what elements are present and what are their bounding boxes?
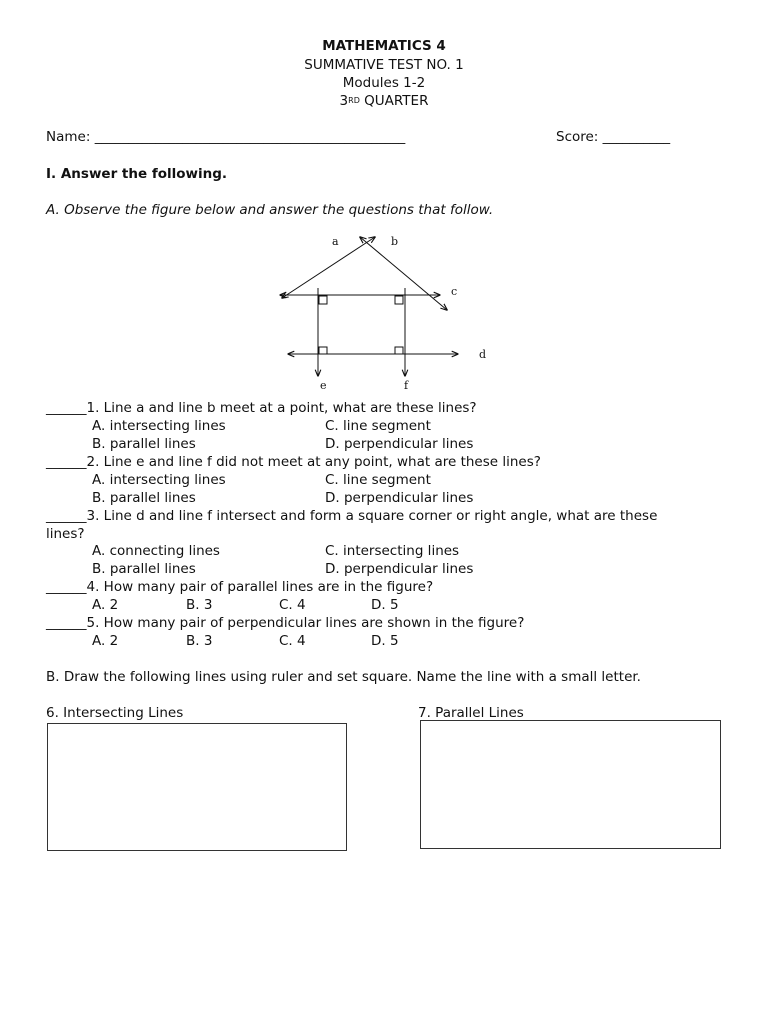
label-a: a	[332, 235, 339, 248]
item7-label: 7. Parallel Lines	[418, 705, 524, 721]
answer-blank[interactable]: ______	[46, 454, 87, 470]
score-field[interactable]	[556, 129, 670, 146]
name-field[interactable]	[46, 129, 405, 146]
parallel-lines-drawing-box[interactable]	[420, 720, 721, 849]
modules-line: Modules 1-2	[342, 75, 426, 91]
label-d: d	[479, 348, 487, 361]
question-stem: 2. Line e and line f did not meet at any point, what are these lines?	[86, 454, 541, 470]
test-title: SUMMATIVE TEST NO. 1	[304, 57, 464, 73]
question-stem: 5. How many pair of perpendicular lines are shown in the figure?	[86, 615, 525, 631]
item6-label: 6. Intersecting Lines	[46, 705, 184, 721]
choice: D. perpendicular lines	[325, 490, 474, 506]
choice: C. line segment	[325, 472, 431, 488]
choice: C. 4	[279, 633, 306, 649]
choice: D. perpendicular lines	[325, 561, 474, 577]
choice: C. intersecting lines	[325, 543, 460, 559]
right-angle-marker	[319, 296, 327, 304]
question-stem: 1. Line a and line b meet at a point, what are these lines?	[86, 400, 477, 416]
quarter-word: QUARTER	[364, 93, 429, 109]
choice: B. parallel lines	[92, 436, 196, 452]
label-c: c	[451, 285, 458, 298]
choice: C. 4	[279, 597, 306, 613]
choice: D. perpendicular lines	[325, 436, 474, 452]
question-2	[46, 454, 541, 471]
question-3	[46, 508, 657, 525]
choice: B. 3	[186, 597, 213, 613]
sectionA-instruction: A. Observe the figure below and answer the questions that follow.	[46, 202, 494, 218]
choice: A. 2	[92, 597, 119, 613]
choice: D. 5	[371, 633, 399, 649]
sectionB-instruction: B. Draw the following lines using ruler and set square. Name the line with a small letter.	[46, 669, 641, 685]
choice: B. 3	[186, 633, 213, 649]
score-label: Score:	[556, 129, 599, 145]
answer-blank[interactable]: ______	[46, 508, 87, 524]
right-angle-marker	[395, 296, 403, 304]
answer-blank[interactable]: ______	[46, 615, 87, 631]
quarter-number: 3	[339, 93, 349, 109]
part1-heading: I. Answer the following.	[46, 166, 228, 182]
question-4	[46, 579, 433, 596]
label-b: b	[391, 235, 399, 248]
choice: D. 5	[371, 597, 399, 613]
right-angle-marker	[319, 347, 327, 354]
intersecting-lines-drawing-box[interactable]	[47, 723, 347, 851]
name-label: Name:	[46, 129, 91, 145]
choice: A. 2	[92, 633, 119, 649]
choice: A. intersecting lines	[92, 418, 226, 434]
choice: B. parallel lines	[92, 561, 196, 577]
line-a	[282, 237, 375, 298]
question-stem: 3. Line d and line f intersect and form a square corner or right angle, what are these	[86, 508, 658, 524]
choice: A. connecting lines	[92, 543, 220, 559]
question-5	[46, 615, 524, 632]
right-angle-marker	[395, 347, 403, 354]
label-e: e	[320, 379, 327, 392]
name-blank[interactable]: ______________________________________________	[94, 129, 406, 145]
question-stem-continued: lines?	[46, 526, 85, 542]
lines-figure	[270, 228, 500, 400]
answer-blank[interactable]: ______	[46, 579, 87, 595]
score-blank[interactable]: __________	[602, 129, 671, 145]
quarter-suffix: RD	[348, 96, 360, 105]
choice: B. parallel lines	[92, 490, 196, 506]
answer-blank[interactable]: ______	[46, 400, 87, 416]
quarter-line	[0, 93, 768, 110]
question-stem: 4. How many pair of parallel lines are in the figure?	[86, 579, 434, 595]
choice: A. intersecting lines	[92, 472, 226, 488]
subject-title: MATHEMATICS 4	[322, 38, 446, 54]
label-f: f	[404, 379, 409, 392]
question-1	[46, 400, 477, 417]
choice: C. line segment	[325, 418, 431, 434]
